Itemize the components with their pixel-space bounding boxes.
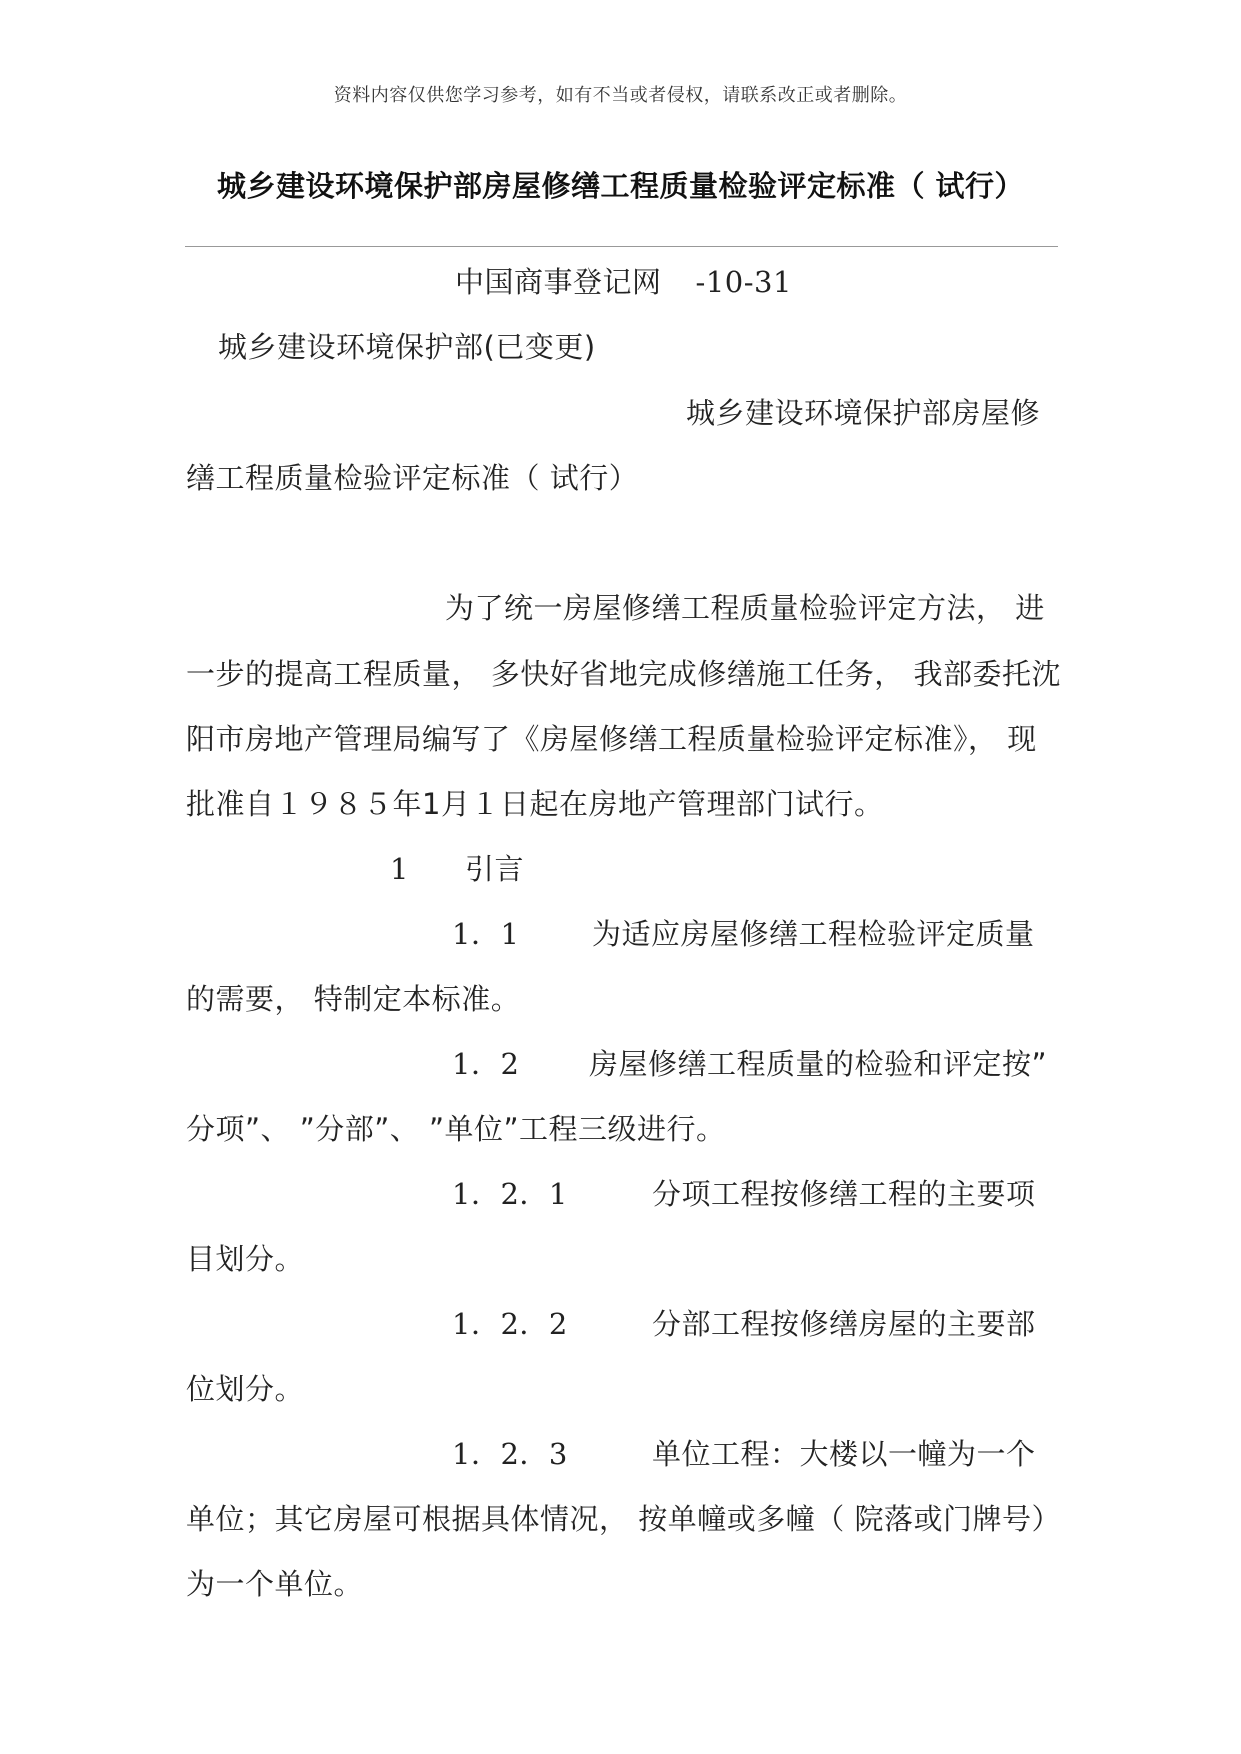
section-number: 1 — [390, 852, 409, 886]
clause-text: 分项工程按修缮工程的主要项 — [652, 1177, 1036, 1211]
copyright-notice: 资料内容仅供您学习参考，如有不当或者侵权，请联系改正或者删除。 — [333, 85, 908, 106]
clause-text: 分部工程按修缮房屋的主要部 — [652, 1307, 1036, 1341]
intro-line-2: 一步的提高工程质量， 多快好省地完成修缮施工任务， 我部委托沈 — [186, 657, 1061, 691]
standard-title-line-2: 缮工程质量检验评定标准（ 试行） — [186, 461, 639, 495]
clause-text: 房屋修缮工程质量的检验和评定按” — [589, 1047, 1048, 1081]
clause-number: 1．1 — [452, 917, 520, 951]
clause-1-2-1-line-1 — [452, 1174, 1036, 1214]
clause-text: 为适应房屋修缮工程检验评定质量 — [592, 917, 1035, 951]
clause-number: 1．2 — [452, 1047, 520, 1081]
intro-line-4: 批准自１９８５年1月１日起在房地产管理部门试行。 — [186, 787, 884, 821]
clause-1-2-1-line-2: 目划分。 — [186, 1242, 305, 1276]
section-title: 引言 — [464, 852, 524, 886]
clause-1-1-line-1 — [452, 914, 1035, 954]
clause-1-2-2-line-2: 位划分。 — [186, 1372, 305, 1406]
issuer: 城乡建设环境保护部(已变更) — [218, 330, 596, 364]
clause-text: 单位工程：大楼以一幢为一个 — [652, 1437, 1036, 1471]
clause-1-2-3-line-2: 单位；其它房屋可根据具体情况， 按单幢或多幢（ 院落或门牌号） — [186, 1502, 1061, 1536]
clause-1-2-line-2: 分项”、 ”分部”、 ”单位”工程三级进行。 — [186, 1112, 726, 1146]
clause-1-2-2-line-1 — [452, 1304, 1036, 1344]
standard-title-line-1: 城乡建设环境保护部房屋修 — [686, 396, 1041, 430]
clause-number: 1．2．1 — [452, 1177, 568, 1211]
clause-1-1-line-2: 的需要， 特制定本标准。 — [186, 982, 521, 1016]
source-name: 中国商事登记网 — [455, 265, 662, 299]
document-title: 城乡建设环境保护部房屋修缮工程质量检验评定标准（ 试行） — [216, 169, 1025, 203]
title-divider — [185, 246, 1058, 247]
clause-number: 1．2．3 — [452, 1437, 568, 1471]
clause-1-2-3-line-1 — [452, 1434, 1036, 1474]
clause-number: 1．2．2 — [452, 1307, 568, 1341]
intro-line-3: 阳市房地产管理局编写了《房屋修缮工程质量检验评定标准》， 现 — [186, 722, 1037, 756]
publish-date: -10-31 — [695, 265, 792, 299]
intro-line-1: 为了统一房屋修缮工程质量检验评定方法， 进 — [445, 591, 1045, 625]
clause-1-2-3-line-3: 为一个单位。 — [186, 1567, 364, 1601]
section-1-heading — [390, 849, 524, 889]
source-line — [455, 262, 792, 302]
clause-1-2-line-1 — [452, 1044, 1047, 1084]
